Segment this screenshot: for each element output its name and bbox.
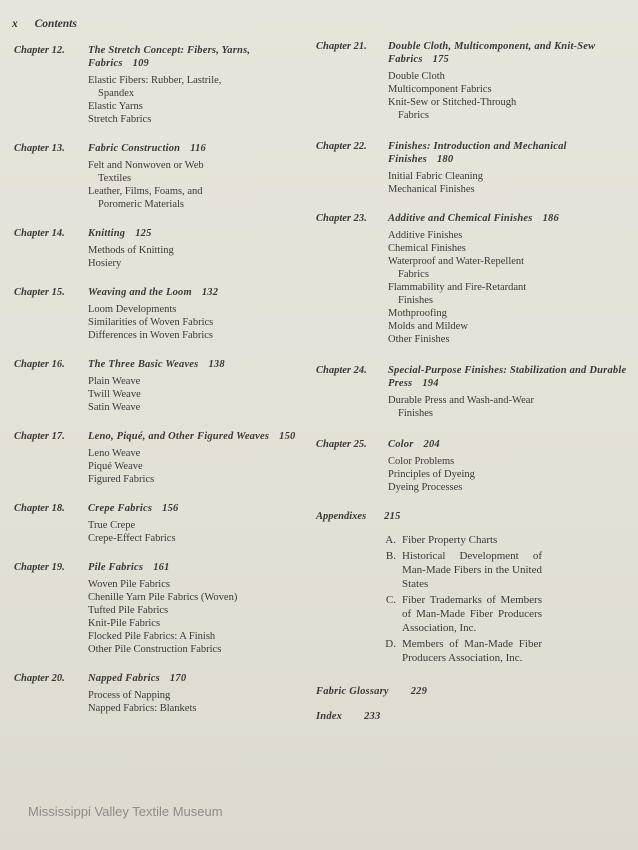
appendix-item: B. Historical Development of Man-Made Fibers in the United States <box>385 550 542 590</box>
page-number: x <box>12 18 18 30</box>
chapter-label: Chapter 12. <box>14 45 65 56</box>
topic-item: Fabrics <box>398 110 429 121</box>
chapter-entry <box>316 40 628 122</box>
topic-item: Woven Pile Fabrics <box>88 579 170 590</box>
topic-item: Similarities of Woven Fabrics <box>88 317 214 328</box>
topic-item: Double Cloth <box>388 71 445 82</box>
chapter-title: Napped Fabrics 170 <box>88 673 187 684</box>
chapter-label: Chapter 14. <box>14 228 65 239</box>
chapter-label: Chapter 16. <box>14 359 65 370</box>
watermark: Mississippi Valley Textile Museum <box>28 804 223 819</box>
chapter-label: Chapter 18. <box>14 503 65 514</box>
chapter-page: 156 <box>162 503 179 514</box>
chapter-title: Finishes: Introduction and Mechanical Finishes 180 <box>388 141 567 165</box>
chapter-title: Weaving and the Loom 132 <box>88 287 219 298</box>
topic-item: Process of Napping <box>88 690 171 701</box>
topic-item: Knit-Sew or Stitched-Through <box>388 97 517 108</box>
topic-item: Additive Finishes <box>388 230 463 241</box>
chapter-page: 194 <box>422 378 439 389</box>
topic-item: Plain Weave <box>88 376 141 387</box>
chapter-page: 150 <box>279 431 296 442</box>
chapter-entry <box>14 561 300 656</box>
chapter-label: Chapter 17. <box>14 431 65 442</box>
topic-item: Flocked Pile Fabrics: A Finish <box>88 631 216 642</box>
topic-item: True Crepe <box>88 520 136 531</box>
chapter-page: 170 <box>169 673 187 684</box>
chapter-entry <box>14 286 300 342</box>
left-column <box>14 40 300 715</box>
glossary-label: Fabric Glossary <box>316 686 389 697</box>
appendixes-label: Appendixes <box>316 511 367 522</box>
chapter-entry <box>14 142 300 211</box>
topic-item: Leno Weave <box>88 448 141 459</box>
chapter-entry <box>14 502 300 545</box>
topic-item: Mothproofing <box>388 308 447 319</box>
chapter-title: Color 204 <box>388 439 440 450</box>
topic-item: Leather, Films, Foams, and <box>88 186 203 197</box>
topic-item: Other Pile Construction Fabrics <box>88 644 222 655</box>
topic-item: Elastic Fibers: Rubber, Lastrile, <box>88 75 222 86</box>
topic-item: Differences in Woven Fabrics <box>88 330 214 341</box>
topic-item: Durable Press and Wash-and-Wear <box>388 395 534 406</box>
index-label: Index <box>316 711 343 722</box>
appendix-item: D. Members of Man-Made Fiber Producers Association, Inc. <box>385 638 542 664</box>
chapter-title: Crepe Fabrics 156 <box>88 503 179 514</box>
chapter-page: 138 <box>208 359 225 370</box>
topic-item: Chemical Finishes <box>388 243 466 254</box>
appendix-item: C. Fiber Trademarks of Members of Man-Made Fiber Producers Association, Inc. <box>385 594 542 634</box>
chapter-entry <box>316 438 628 494</box>
chapter-label: Chapter 20. <box>14 673 65 684</box>
topic-item: Napped Fabrics: Blankets <box>88 703 197 714</box>
chapter-page: 109 <box>132 58 150 69</box>
topic-item: Tufted Pile Fabrics <box>88 605 169 616</box>
chapter-title: Additive and Chemical Finishes 186 <box>388 213 559 224</box>
chapter-page: 116 <box>190 143 206 154</box>
chapter-label: Chapter 15. <box>14 287 65 298</box>
topic-item: Figured Fabrics <box>88 474 155 485</box>
chapter-label: Chapter 24. <box>316 365 367 376</box>
appendixes-entry <box>316 510 628 523</box>
chapter-page: 132 <box>201 287 219 298</box>
topic-item: Loom Developments <box>88 304 177 315</box>
chapter-entry <box>14 672 300 715</box>
glossary-entry <box>316 685 628 698</box>
chapter-entry <box>14 358 300 414</box>
topic-item: Multicomponent Fabrics <box>388 84 492 95</box>
topic-item: Color Problems <box>388 456 455 467</box>
chapter-title: The Stretch Concept: Fibers, Yarns, Fabrics 109 <box>88 45 251 69</box>
topic-item: Chenille Yarn Pile Fabrics (Woven) <box>88 592 238 603</box>
topic-item: Crepe-Effect Fabrics <box>88 533 176 544</box>
topic-item: Textiles <box>98 173 132 184</box>
right-column <box>316 40 628 723</box>
chapter-label: Chapter 23. <box>316 213 367 224</box>
topic-item: Other Finishes <box>388 334 450 345</box>
chapter-title: Knitting 125 <box>88 228 152 239</box>
chapter-page: 125 <box>135 228 152 239</box>
topic-item: Piqué Weave <box>88 461 143 472</box>
appendix-item: A. Fiber Property Charts <box>385 534 498 546</box>
chapter-page: 161 <box>153 562 170 573</box>
chapter-label: Chapter 19. <box>14 562 65 573</box>
chapter-entry <box>316 212 628 346</box>
chapter-page: 175 <box>432 54 450 65</box>
topic-item: Methods of Knitting <box>88 245 174 256</box>
chapter-title: Special-Purpose Finishes: Stabilization and Durable Press 194 <box>388 365 627 389</box>
topic-item: Poromeric Materials <box>98 199 185 210</box>
topic-item: Molds and Mildew <box>388 321 468 332</box>
topic-item: Initial Fabric Cleaning <box>388 171 484 182</box>
topic-item: Fabrics <box>398 269 429 280</box>
chapter-entry <box>14 430 300 486</box>
glossary-page: 229 <box>410 686 428 697</box>
chapter-entry <box>316 364 628 420</box>
topic-item: Knit-Pile Fabrics <box>88 618 161 629</box>
chapter-label: Chapter 22. <box>316 141 367 152</box>
index-entry <box>316 710 628 723</box>
topic-item: Flammability and Fire-Retardant <box>388 282 527 293</box>
topic-item: Hosiery <box>88 258 122 269</box>
chapter-entry <box>14 44 300 126</box>
index-page: 233 <box>364 711 381 722</box>
chapter-page: 180 <box>436 154 454 165</box>
chapter-label: Chapter 21. <box>316 41 367 52</box>
chapter-title: The Three Basic Weaves 138 <box>88 359 225 370</box>
topic-item: Spandex <box>98 88 135 99</box>
topic-item: Mechanical Finishes <box>388 184 475 195</box>
chapter-title: Leno, Piqué, and Other Figured Weaves 150 <box>88 431 296 442</box>
topic-item: Satin Weave <box>88 402 141 413</box>
header-title: Contents <box>34 18 77 30</box>
topic-item: Principles of Dyeing <box>388 469 475 480</box>
chapter-page: 204 <box>423 439 440 450</box>
chapter-entry <box>14 227 300 270</box>
topic-item: Finishes <box>398 295 434 306</box>
chapter-label: Chapter 25. <box>316 439 367 450</box>
chapter-title: Double Cloth, Multicomponent, and Knit-Sew Fabrics 175 <box>388 41 596 65</box>
appendixes-page: 215 <box>384 511 401 522</box>
chapter-title: Fabric Construction 116 <box>88 143 206 154</box>
appendix-list <box>382 533 542 665</box>
topic-item: Twill Weave <box>88 389 141 400</box>
topic-item: Felt and Nonwoven or Web <box>88 160 204 171</box>
topic-item: Stretch Fabrics <box>88 114 152 125</box>
topic-item: Waterproof and Water-Repellent <box>388 256 525 267</box>
chapter-page: 186 <box>542 213 559 224</box>
page-header <box>12 18 77 30</box>
topic-item: Elastic Yarns <box>88 101 143 112</box>
topic-item: Dyeing Processes <box>388 482 463 493</box>
chapter-entry <box>316 140 628 196</box>
chapter-title: Pile Fabrics 161 <box>88 562 170 573</box>
chapter-label: Chapter 13. <box>14 143 65 154</box>
topic-item: Finishes <box>398 408 434 419</box>
